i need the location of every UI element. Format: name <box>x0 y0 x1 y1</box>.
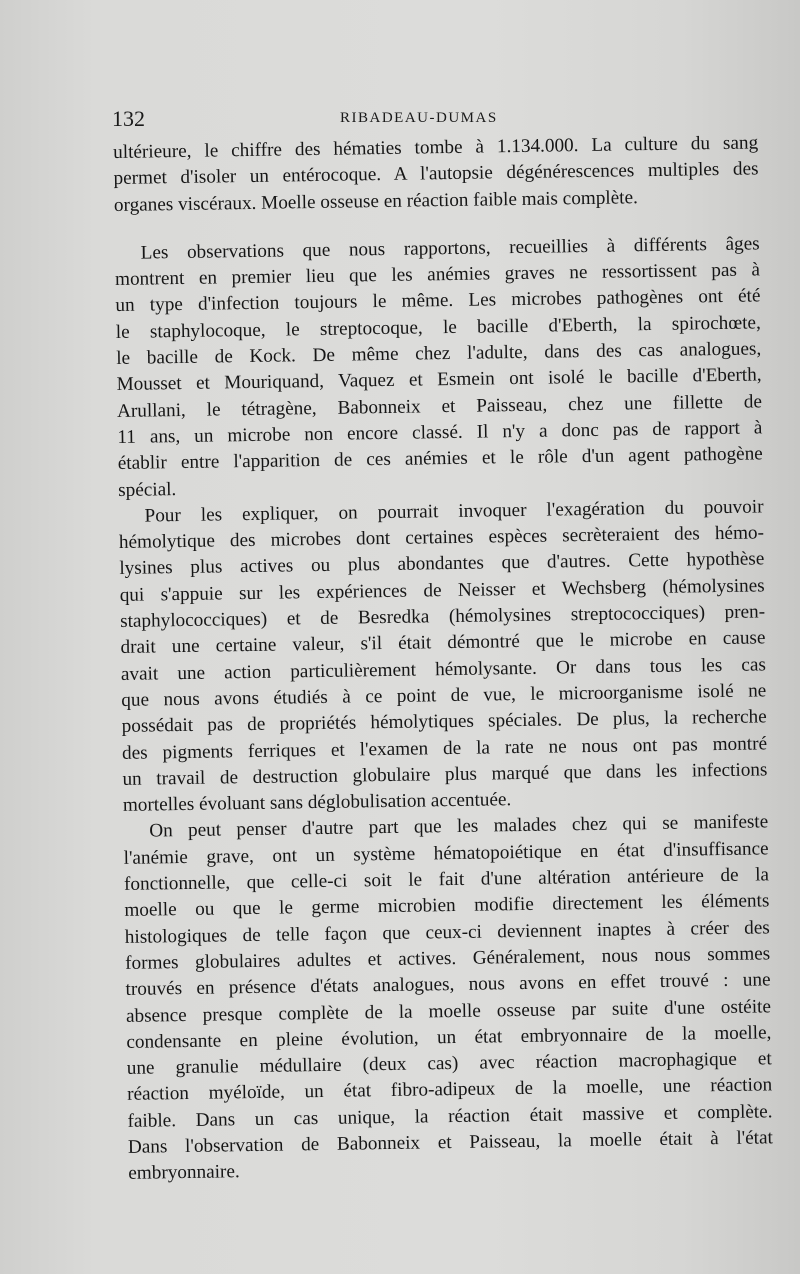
text-line: On peut penser d'autre part que les malades chez qui se manifeste <box>149 811 769 842</box>
text-line: l'anémie grave, ont un système hématopoiétique en état d'insuffisance <box>123 838 769 869</box>
text-line: fonctionnelle, que celle-ci soit le fait d'une altération antérieure de la <box>123 864 770 895</box>
text-line: histologiques de telle façon que ceux-ci deviennent inaptes à créer des <box>124 916 770 948</box>
text-line: réaction myéloïde, un état fibro-adipeux de la moelle, une réaction <box>127 1074 773 1106</box>
text-line: qui s'appuie sur les expériences de Neisser et Wechsberg (hémolysines <box>119 575 765 606</box>
text-line: absence presque complète de la moelle osseuse par suite d'une ostéite <box>125 995 772 1027</box>
text-line: hémolytique des microbes dont certaines espèces secrèteraient des hémo- <box>118 522 765 554</box>
text-line: avait une action particulièrement hémolysante. Or dans tous les cas <box>120 654 767 685</box>
text-line: permet d'isoler un entérocoque. A l'autopsie dégénérescences multiples des <box>113 158 759 190</box>
running-head: RIBADEAU-DUMAS <box>340 110 498 126</box>
paragraph <box>114 231 763 504</box>
text-line: staphylococciques) et de Besredka (hémolysines streptococciques) pren- <box>119 601 766 632</box>
text-line: formes globulaires adultes et actives. Généralement, nous nous sommes <box>125 943 771 974</box>
text-line: un type d'infection toujours le même. Les microbes pathogènes ont été <box>115 285 761 317</box>
text-line: embryonnaire. <box>128 1161 240 1185</box>
text-line: Arullani, le tétragène, Babonneix et Paisseau, chez une fillette de <box>116 391 763 422</box>
text-line: le bacille de Kock. De même chez l'adulte, dans des cas analogues, <box>116 338 762 370</box>
text-line: ultérieure, le chiffre des hématies tombe à 1.134.000. La culture du sang <box>113 132 759 163</box>
text-line: organes viscéraux. Moelle osseuse en réaction faible mais complète. <box>113 186 638 216</box>
text-line: Dans l'observation de Babonneix et Paisseau, la moelle était à l'état <box>127 1127 774 1158</box>
text-line: faible. Dans un cas unique, la réaction était massive et complète. <box>127 1101 773 1132</box>
text-line: montrent en premier lieu que les anémies graves ne ressortissent pas à <box>114 259 761 291</box>
text-line: possédait pas de propriétés hémolytiques spéciales. De plus, la recherche <box>121 706 767 738</box>
page-header <box>0 106 800 134</box>
text-line: moelle ou que le germe microbien modifie directement les éléments <box>124 890 770 922</box>
page-body <box>113 130 773 1187</box>
paragraph <box>123 810 773 1188</box>
text-line: des pigments ferriques et l'examen de la rate ne nous ont pas montré <box>121 732 768 764</box>
text-line: 11 ans, un microbe non encore classé. Il n'y a donc pas de rapport à <box>117 417 763 448</box>
text-line: le staphylocoque, le streptocoque, le bacille d'Eberth, la spirochœte, <box>115 312 761 343</box>
paragraph <box>118 494 768 819</box>
page-number: 132 <box>112 106 145 131</box>
text-line: Mousset et Mouriquand, Vaquez et Esmein ont isolé le bacille d'Eberth, <box>116 364 762 396</box>
text-line: drait une certaine valeur, s'il était démontré que le microbe en cause <box>120 627 766 659</box>
text-line: établir entre l'apparition de ces anémies et le rôle d'un agent pathogène <box>117 443 763 475</box>
text-line: une granulie médullaire (deux cas) avec réaction macrophagique et <box>126 1048 772 1079</box>
text-line: mortelles évoluant sans déglobulisation accentuée. <box>122 789 512 817</box>
text-line: trouvés en présence d'états analogues, nous avons en effet trouvé : une <box>125 969 771 1001</box>
text-line: lysines plus actives ou plus abondantes que d'autres. Cette hypothèse <box>119 548 765 580</box>
text-line: spécial. <box>118 478 177 501</box>
text-line: Les observations que nous rapportons, recueillies à différents âges <box>140 233 760 264</box>
text-line: Pour les expliquer, on pourrait invoquer l'exagération du pouvoir <box>144 496 764 527</box>
text-line: condensante en pleine évolution, un état embryonnaire de la moelle, <box>126 1022 772 1053</box>
paragraph <box>113 130 759 218</box>
text-line: que nous avons étudiés à ce point de vue, le microorganisme isolé ne <box>121 680 767 711</box>
text-line: un travail de destruction globulaire plus marqué que dans les infections <box>122 759 768 790</box>
